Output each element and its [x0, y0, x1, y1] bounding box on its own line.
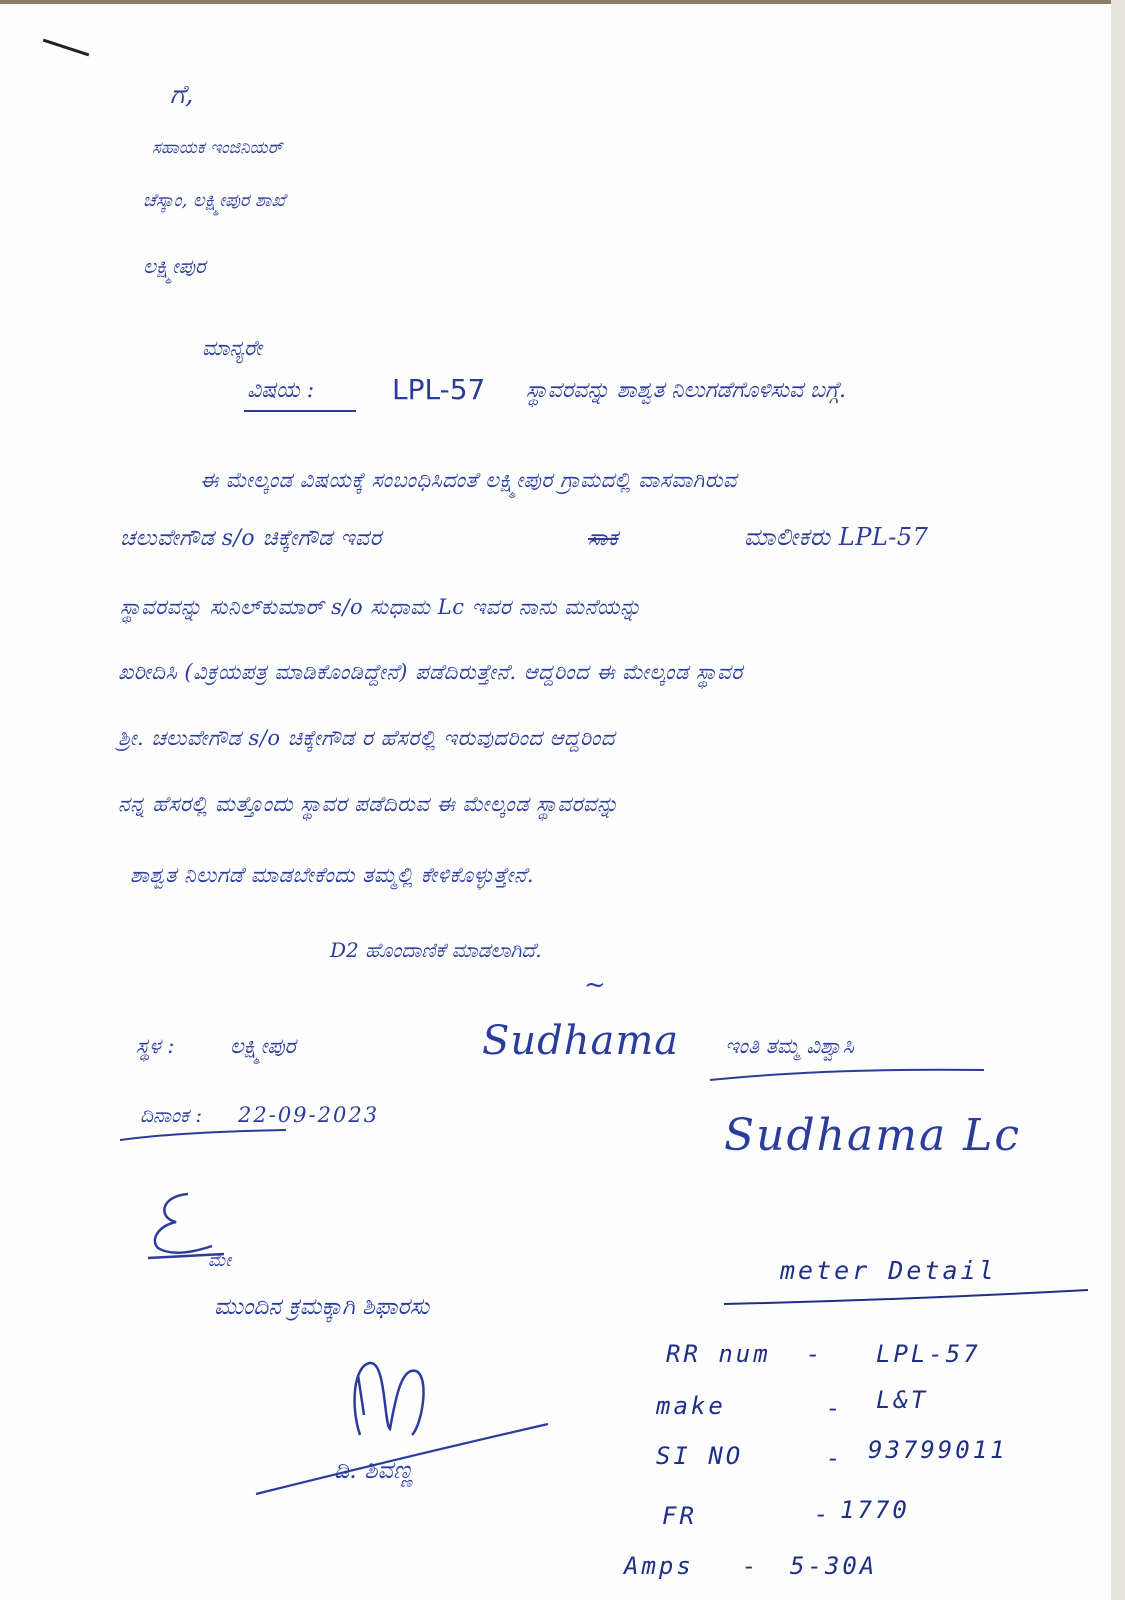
- subject-label: ವಿಷಯ :: [247, 378, 315, 403]
- meter-row-label: Amps: [624, 1552, 694, 1580]
- meter-row-dash: -: [742, 1552, 760, 1580]
- body-line-2: ಚಲುವೇಗೌಡ s/o ಚಿಕ್ಕೇಗೌಡ ಇವರ: [120, 526, 382, 551]
- officer-slash: [252, 1420, 552, 1500]
- page-top-edge: [0, 0, 1125, 4]
- meter-row-dash: -: [826, 1394, 844, 1422]
- struck-word: ಸಾಕ: [588, 526, 619, 551]
- meter-row-label: FR: [662, 1502, 697, 1530]
- applicant-signature-1: Sudhama: [482, 1018, 680, 1064]
- body-line-5: ಶ್ರೀ. ಚಲುವೇಗೌಡ s/o ಚಿಕ್ಕೇಗೌಡ ರ ಹೆಸರಲ್ಲಿ ಇರುವುದರಿಂದ ಆದ್ದರಿಂದ: [118, 726, 615, 750]
- date-value: 22-09-2023: [238, 1103, 380, 1127]
- subject-text: ಸ್ಥಾವರವನ್ನು ಶಾಶ್ವತ ನಿಲುಗಡೆಗೊಳಿಸುವ ಬಗ್ಗೆ.: [526, 378, 847, 403]
- applicant-caption: ಇಂತಿ ತಮ್ಮ ವಿಶ್ವಾಸಿ: [725, 1034, 854, 1058]
- applicant-signature-2: Sudhama Lc: [724, 1110, 1022, 1161]
- corner-mark: [43, 39, 90, 57]
- meter-row-value: LPL-57: [876, 1340, 981, 1368]
- meter-row-dash: -: [806, 1340, 824, 1368]
- meter-row-dash: -: [814, 1500, 832, 1528]
- body-line-6: ನನ್ನ ಹೆಸರಲ್ಲಿ ಮತ್ತೊಂದು ಸ್ಥಾವರ ಪಡೆದಿರುವ ಈ ಮೇಲ್ಕಂಡ ಸ್ಥಾವರವನ್ನು: [118, 792, 619, 816]
- meter-row-value: 5-30A: [790, 1552, 878, 1580]
- meter-row-value: L&T: [876, 1386, 929, 1414]
- date-underline: [118, 1126, 288, 1146]
- meter-row-value: 93799011: [868, 1436, 1008, 1464]
- officer-initials: ಡಿ. ಶಿವಣ್ಣ: [334, 1456, 414, 1484]
- short-mark: ~: [584, 970, 606, 1000]
- address-line3: ಲಕ್ಷ್ಮೀಪುರ: [143, 254, 206, 278]
- meter-row-dash: -: [826, 1444, 844, 1472]
- salutation: ಮಾನ್ಯರೇ: [202, 336, 262, 360]
- meter-title-underline: [722, 1286, 1092, 1310]
- address-line1: ಸಹಾಯಕ ಇಂಜಿನಿಯರ್: [152, 138, 283, 158]
- body-line-7: ಶಾಶ್ವತ ನಿಲುಗಡೆ ಮಾಡಬೇಕೆಂದು ತಮ್ಮಲ್ಲಿ ಕೇಳಿಕೊಳ್ಳುತ್ತೇನೆ.: [130, 863, 535, 887]
- body-line-4: ಖರೀದಿಸಿ (ವಿಕ್ರಯಪತ್ರ ಮಾಡಿಕೊಂಡಿದ್ದೇನೆ) ಪಡೆದಿರುತ್ತೇನೆ. ಆದ್ದರಿಂದ ಈ ಮೇಲ್ಕಂಡ ಸ್ಥಾವರ: [118, 660, 743, 684]
- meter-row-value: 1770: [840, 1496, 910, 1524]
- page-right-edge: [1111, 0, 1125, 1600]
- meter-title: meter Detail: [780, 1256, 997, 1285]
- subject-underline: [244, 410, 356, 412]
- place-value: ಲಕ್ಷ್ಮೀಪುರ: [230, 1034, 296, 1058]
- body-line-2-end: ಮಾಲೀಕರು LPL-57: [744, 523, 929, 551]
- body-line-3: ಸ್ಥಾವರವನ್ನು ಸುನಿಲ್‌ಕುಮಾರ್ s/o ಸುಧಾಮ Lc ಇವರ ನಾನು ಮನೆಯನ್ನು: [120, 595, 642, 619]
- place-label: ಸ್ಥಳ :: [136, 1034, 175, 1058]
- officer-title: ಮುಂದಿನ ಕ್ರಮಕ್ಕಾಗಿ ಶಿಫಾರಸು: [214, 1294, 430, 1320]
- d2-note: D2 ಹೊಂದಾಣಿಕೆ ಮಾಡಲಾಗಿದೆ.: [330, 938, 542, 962]
- date-label: ದಿನಾಂಕ :: [140, 1103, 203, 1127]
- officer-short: ಮೇ: [208, 1250, 232, 1271]
- body-line-1: ಈ ಮೇಲ್ಕಂಡ ವಿಷಯಕ್ಕೆ ಸಂಬಂಧಿಸಿದಂತೆ ಲಕ್ಷ್ಮೀಪುರ ಗ್ರಾಮದಲ್ಲಿ ವಾಸವಾಗಿರುವ: [200, 468, 738, 492]
- meter-row-label: RR num: [666, 1340, 771, 1368]
- meter-row-label: SI NO: [656, 1442, 744, 1470]
- address-line2: ಚೆಸ್ಕಾಂ, ಲಕ್ಷ್ಮೀಪುರ ಶಾಖೆ: [143, 190, 286, 211]
- address-to: ಗೆ,: [170, 80, 194, 110]
- subject-code: LPL-57: [392, 373, 486, 406]
- applicant-sign-line: [708, 1064, 988, 1086]
- meter-row-label: make: [656, 1392, 726, 1420]
